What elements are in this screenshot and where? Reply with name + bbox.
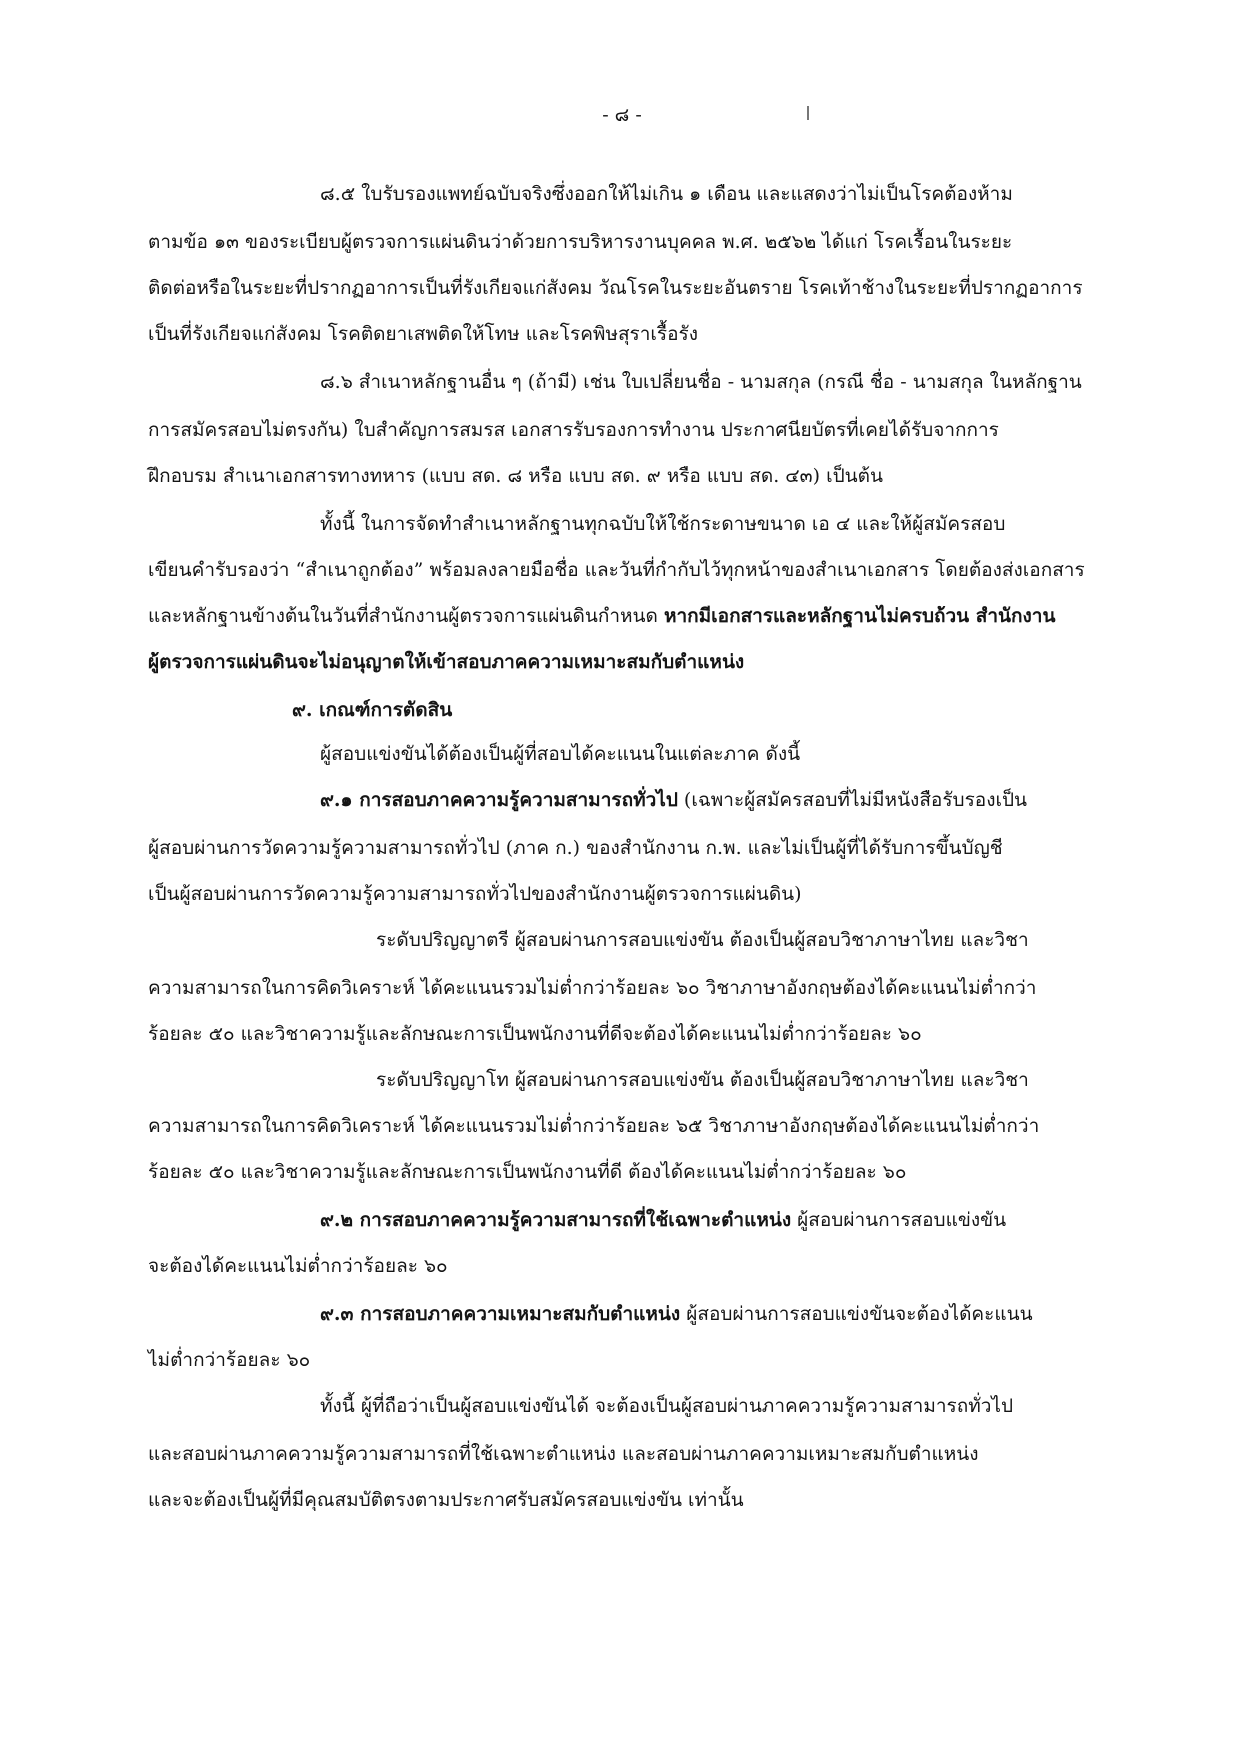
s91-title: ๙.๑ การสอบภาคความรู้ความสามารถทั่วไป [320,789,678,811]
s93-line-1 [320,1294,1033,1334]
note1-line-3 [148,596,1055,636]
s85-line-2: ตามข้อ ๑๓ ของระเบียบผู้ตรวจการแผ่นดินว่าด้วยการบริหารงานบุคคล พ.ศ. ๒๕๖๒ ได้แก่ โรคเรื้อนในระยะ [148,231,1013,253]
s86-line-2: การสมัครสอบไม่ตรงกัน) ใบสำคัญการสมรส เอกสารรับรองการทำงาน ประกาศนียบัตรที่เคยได้รับจากการ [148,419,999,441]
bachelor-line-3: ร้อยละ ๕๐ และวิชาความรู้และลักษณะการเป็นพนักงานที่ดีจะต้องได้คะแนนไม่ต่ำกว่าร้อยละ ๖๐ [148,1023,922,1045]
s92-line-1-rest: ผู้สอบผ่านการสอบแข่งขัน [791,1209,1007,1231]
section-9-heading: ๙. เกณฑ์การตัดสิน [292,699,453,721]
s85-line-1: ๘.๕ ใบรับรองแพทย์ฉบับจริงซึ่งออกให้ไม่เกิน ๑ เดือน และแสดงว่าไม่เป็นโรคต้องห้าม [320,183,1013,205]
s91-line-1-rest: (เฉพาะผู้สมัครสอบที่ไม่มีหนังสือรับรองเป็น [677,789,1028,811]
section-9-intro: ผู้สอบแข่งขันได้ต้องเป็นผู้ที่สอบได้คะแนนในแต่ละภาค ดังนี้ [320,743,801,765]
page-number: - ๘ - [602,104,642,126]
bachelor-line-1: ระดับปริญญาตรี ผู้สอบผ่านการสอบแข่งขัน ต้องเป็นผู้สอบวิชาภาษาไทย และวิชา [376,929,1029,951]
s91-line-1 [320,780,1027,820]
note2-line-2: และสอบผ่านภาคความรู้ความสามารถที่ใช้เฉพาะตำแหน่ง และสอบผ่านภาคความเหมาะสมกับตำแหน่ง [148,1443,979,1465]
scan-mark [807,106,809,120]
note2-line-1: ทั้งนี้ ผู้ที่ถือว่าเป็นผู้สอบแข่งขันได้ จะต้องเป็นผู้สอบผ่านภาคความรู้ความสามารถทั่วไป [320,1395,1014,1417]
note1-line-2: เขียนคำรับรองว่า “สำเนาถูกต้อง” พร้อมลงลายมือชื่อ และวันที่กำกับไว้ทุกหน้าของสำเนาเอกสาร โดยต้องส่งเอกสาร [148,559,1085,581]
s85-line-4: เป็นที่รังเกียจแก่สังคม โรคติดยาเสพติดให้โทษ และโรคพิษสุราเรื้อรัง [148,323,699,345]
s86-line-3: ฝึกอบรม สำเนาเอกสารทางทหาร (แบบ สด. ๘ หรือ แบบ สด. ๙ หรือ แบบ สด. ๔๓) เป็นต้น [148,465,883,487]
note1-line-4: ผู้ตรวจการแผ่นดินจะไม่อนุญาตให้เข้าสอบภาคความเหมาะสมกับตำแหน่ง [148,651,745,673]
master-line-3: ร้อยละ ๕๐ และวิชาความรู้และลักษณะการเป็นพนักงานที่ดี ต้องได้คะแนนไม่ต่ำกว่าร้อยละ ๖๐ [148,1161,907,1183]
master-line-2: ความสามารถในการคิดวิเคราะห์ ได้คะแนนรวมไม่ต่ำกว่าร้อยละ ๖๕ วิชาภาษาอังกฤษต้องได้คะแนนไม่ต่ำกว่า [148,1115,1040,1137]
s86-line-1: ๘.๖ สำเนาหลักฐานอื่น ๆ (ถ้ามี) เช่น ใบเปลี่ยนชื่อ - นามสกุล (กรณี ชื่อ - นามสกุล ในหลักฐาน [320,371,1082,393]
note1-line-3-bold: หากมีเอกสารและหลักฐานไม่ครบถ้วน สำนักงาน [663,605,1056,627]
master-line-1: ระดับปริญญาโท ผู้สอบผ่านการสอบแข่งขัน ต้องเป็นผู้สอบวิชาภาษาไทย และวิชา [376,1069,1029,1091]
s93-line-1-rest: ผู้สอบผ่านการสอบแข่งขันจะต้องได้คะแนน [680,1303,1033,1325]
note2-line-3: และจะต้องเป็นผู้ที่มีคุณสมบัติตรงตามประกาศรับสมัครสอบแข่งขัน เท่านั้น [148,1489,744,1511]
s92-line-1 [320,1200,1006,1240]
s92-title: ๙.๒ การสอบภาคความรู้ความสามารถที่ใช้เฉพาะตำแหน่ง [320,1209,792,1231]
s85-line-3: ติดต่อหรือในระยะที่ปรากฏอาการเป็นที่รังเกียจแก่สังคม วัณโรคในระยะอันตราย โรคเท้าช้างในระยะที่ปรากฏอาการ [148,277,1083,299]
s93-line-2: ไม่ต่ำกว่าร้อยละ ๖๐ [148,1349,311,1371]
s91-line-3: เป็นผู้สอบผ่านการวัดความรู้ความสามารถทั่วไปของสำนักงานผู้ตรวจการแผ่นดิน) [148,883,802,905]
s91-line-2: ผู้สอบผ่านการวัดความรู้ความสามารถทั่วไป (ภาค ก.) ของสำนักงาน ก.พ. และไม่เป็นผู้ที่ได้รับการขึ้นบัญชี [148,837,1003,859]
note1-line-1: ทั้งนี้ ในการจัดทำสำเนาหลักฐานทุกฉบับให้ใช้กระดาษขนาด เอ ๔ และให้ผู้สมัครสอบ [320,513,1006,535]
bachelor-line-2: ความสามารถในการคิดวิเคราะห์ ได้คะแนนรวมไม่ต่ำกว่าร้อยละ ๖๐ วิชาภาษาอังกฤษต้องได้คะแนนไม่ต่ำกว่า [148,977,1037,999]
s92-line-2: จะต้องได้คะแนนไม่ต่ำกว่าร้อยละ ๖๐ [148,1255,448,1277]
s93-title: ๙.๓ การสอบภาคความเหมาะสมกับตำแหน่ง [320,1303,681,1325]
note1-line-3-normal: และหลักฐานข้างต้นในวันที่สำนักงานผู้ตรวจการแผ่นดินกำหนด [148,605,664,627]
